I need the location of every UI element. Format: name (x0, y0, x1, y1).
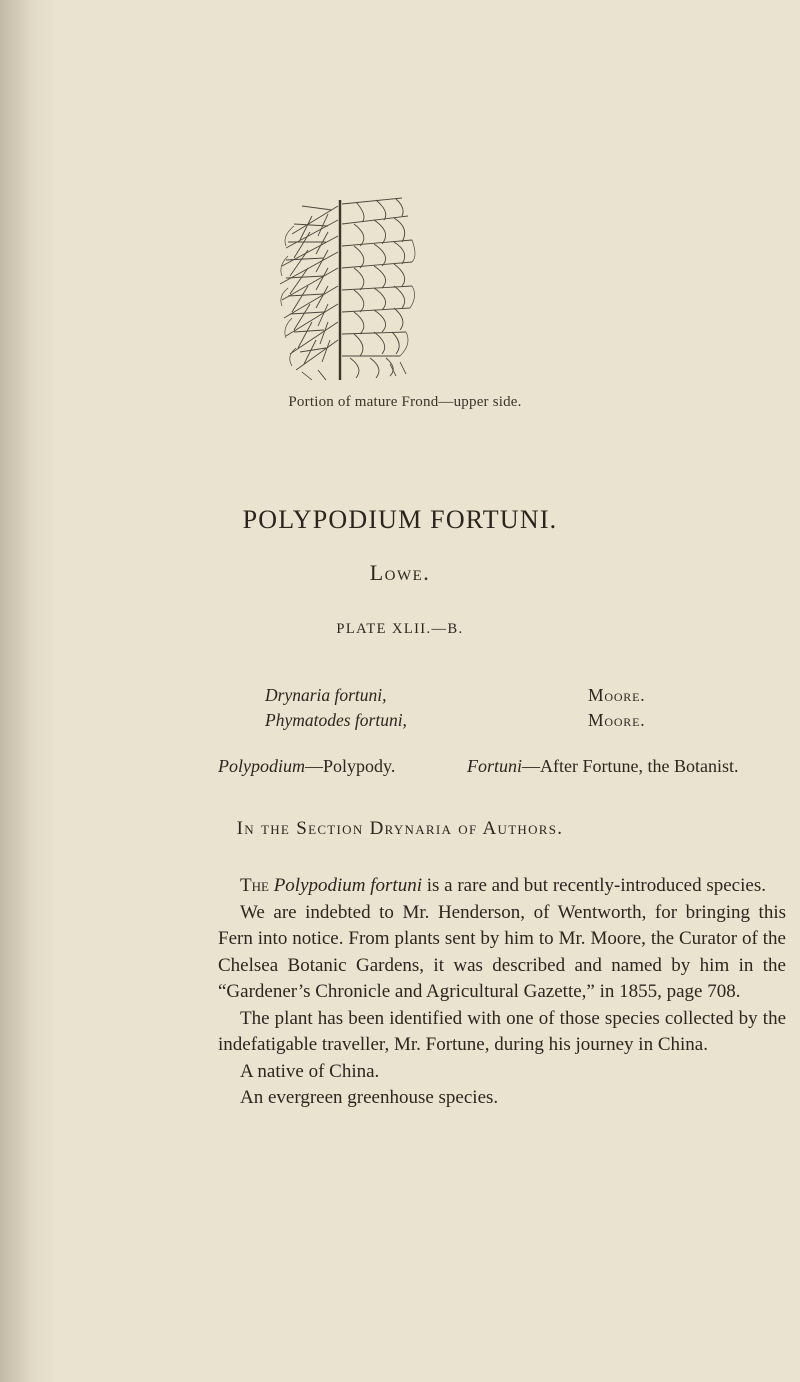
species-author: Lowe. (369, 560, 431, 585)
genus-meaning: —Polypody. (305, 756, 396, 776)
paragraph-habit: An evergreen greenhouse species. (240, 1087, 499, 1108)
plate-number: PLATE XLII.—B. (336, 621, 464, 637)
frond-illustration (272, 196, 434, 384)
species-meaning: —After Fortune, the Botanist. (522, 756, 739, 776)
figure-caption: Portion of mature Frond—upper side. (288, 394, 522, 410)
species-term: Fortuni (467, 756, 523, 776)
page-edge-shadow (0, 0, 55, 1382)
section-heading: In the Section Drynaria of Authors. (236, 818, 564, 839)
intro-lead-word: The (240, 875, 269, 896)
synonym-authority: Moore. (588, 685, 646, 705)
intro-text: is a rare and but recently-introduced species. (422, 875, 766, 896)
genus-term: Polypodium (218, 756, 305, 776)
paragraph-identification: The plant has been identified with one of those species collected by the indefatigable traveller, Mr. Fortune, during his journey in China. (218, 1007, 786, 1055)
paragraph-native: A native of China. (240, 1060, 380, 1082)
paragraph-history: We are indebted to Mr. Henderson, of Wentworth, for bringing this Fern into notice. From plants sent by him to Mr. Moore, the Curator of the Chelsea Botanic Gardens, it was described and named by him in the “Gardener’s Chronicle and Agricultural Gazette,” in 1855, page 708. (218, 901, 786, 1002)
paragraph-intro (218, 873, 786, 900)
species-etymology (467, 756, 738, 777)
synonym-name: Phymatodes fortuni, (265, 710, 407, 730)
species-title: POLYPODIUM FORTUNI. (242, 505, 558, 534)
synonym-authority: Moore. (588, 710, 646, 730)
genus-etymology (218, 756, 395, 777)
description-body (218, 873, 786, 1112)
frond-engraving (272, 196, 434, 384)
intro-species-name: Polypodium fortuni (273, 875, 422, 896)
synonym-name: Drynaria fortuni, (265, 685, 387, 705)
